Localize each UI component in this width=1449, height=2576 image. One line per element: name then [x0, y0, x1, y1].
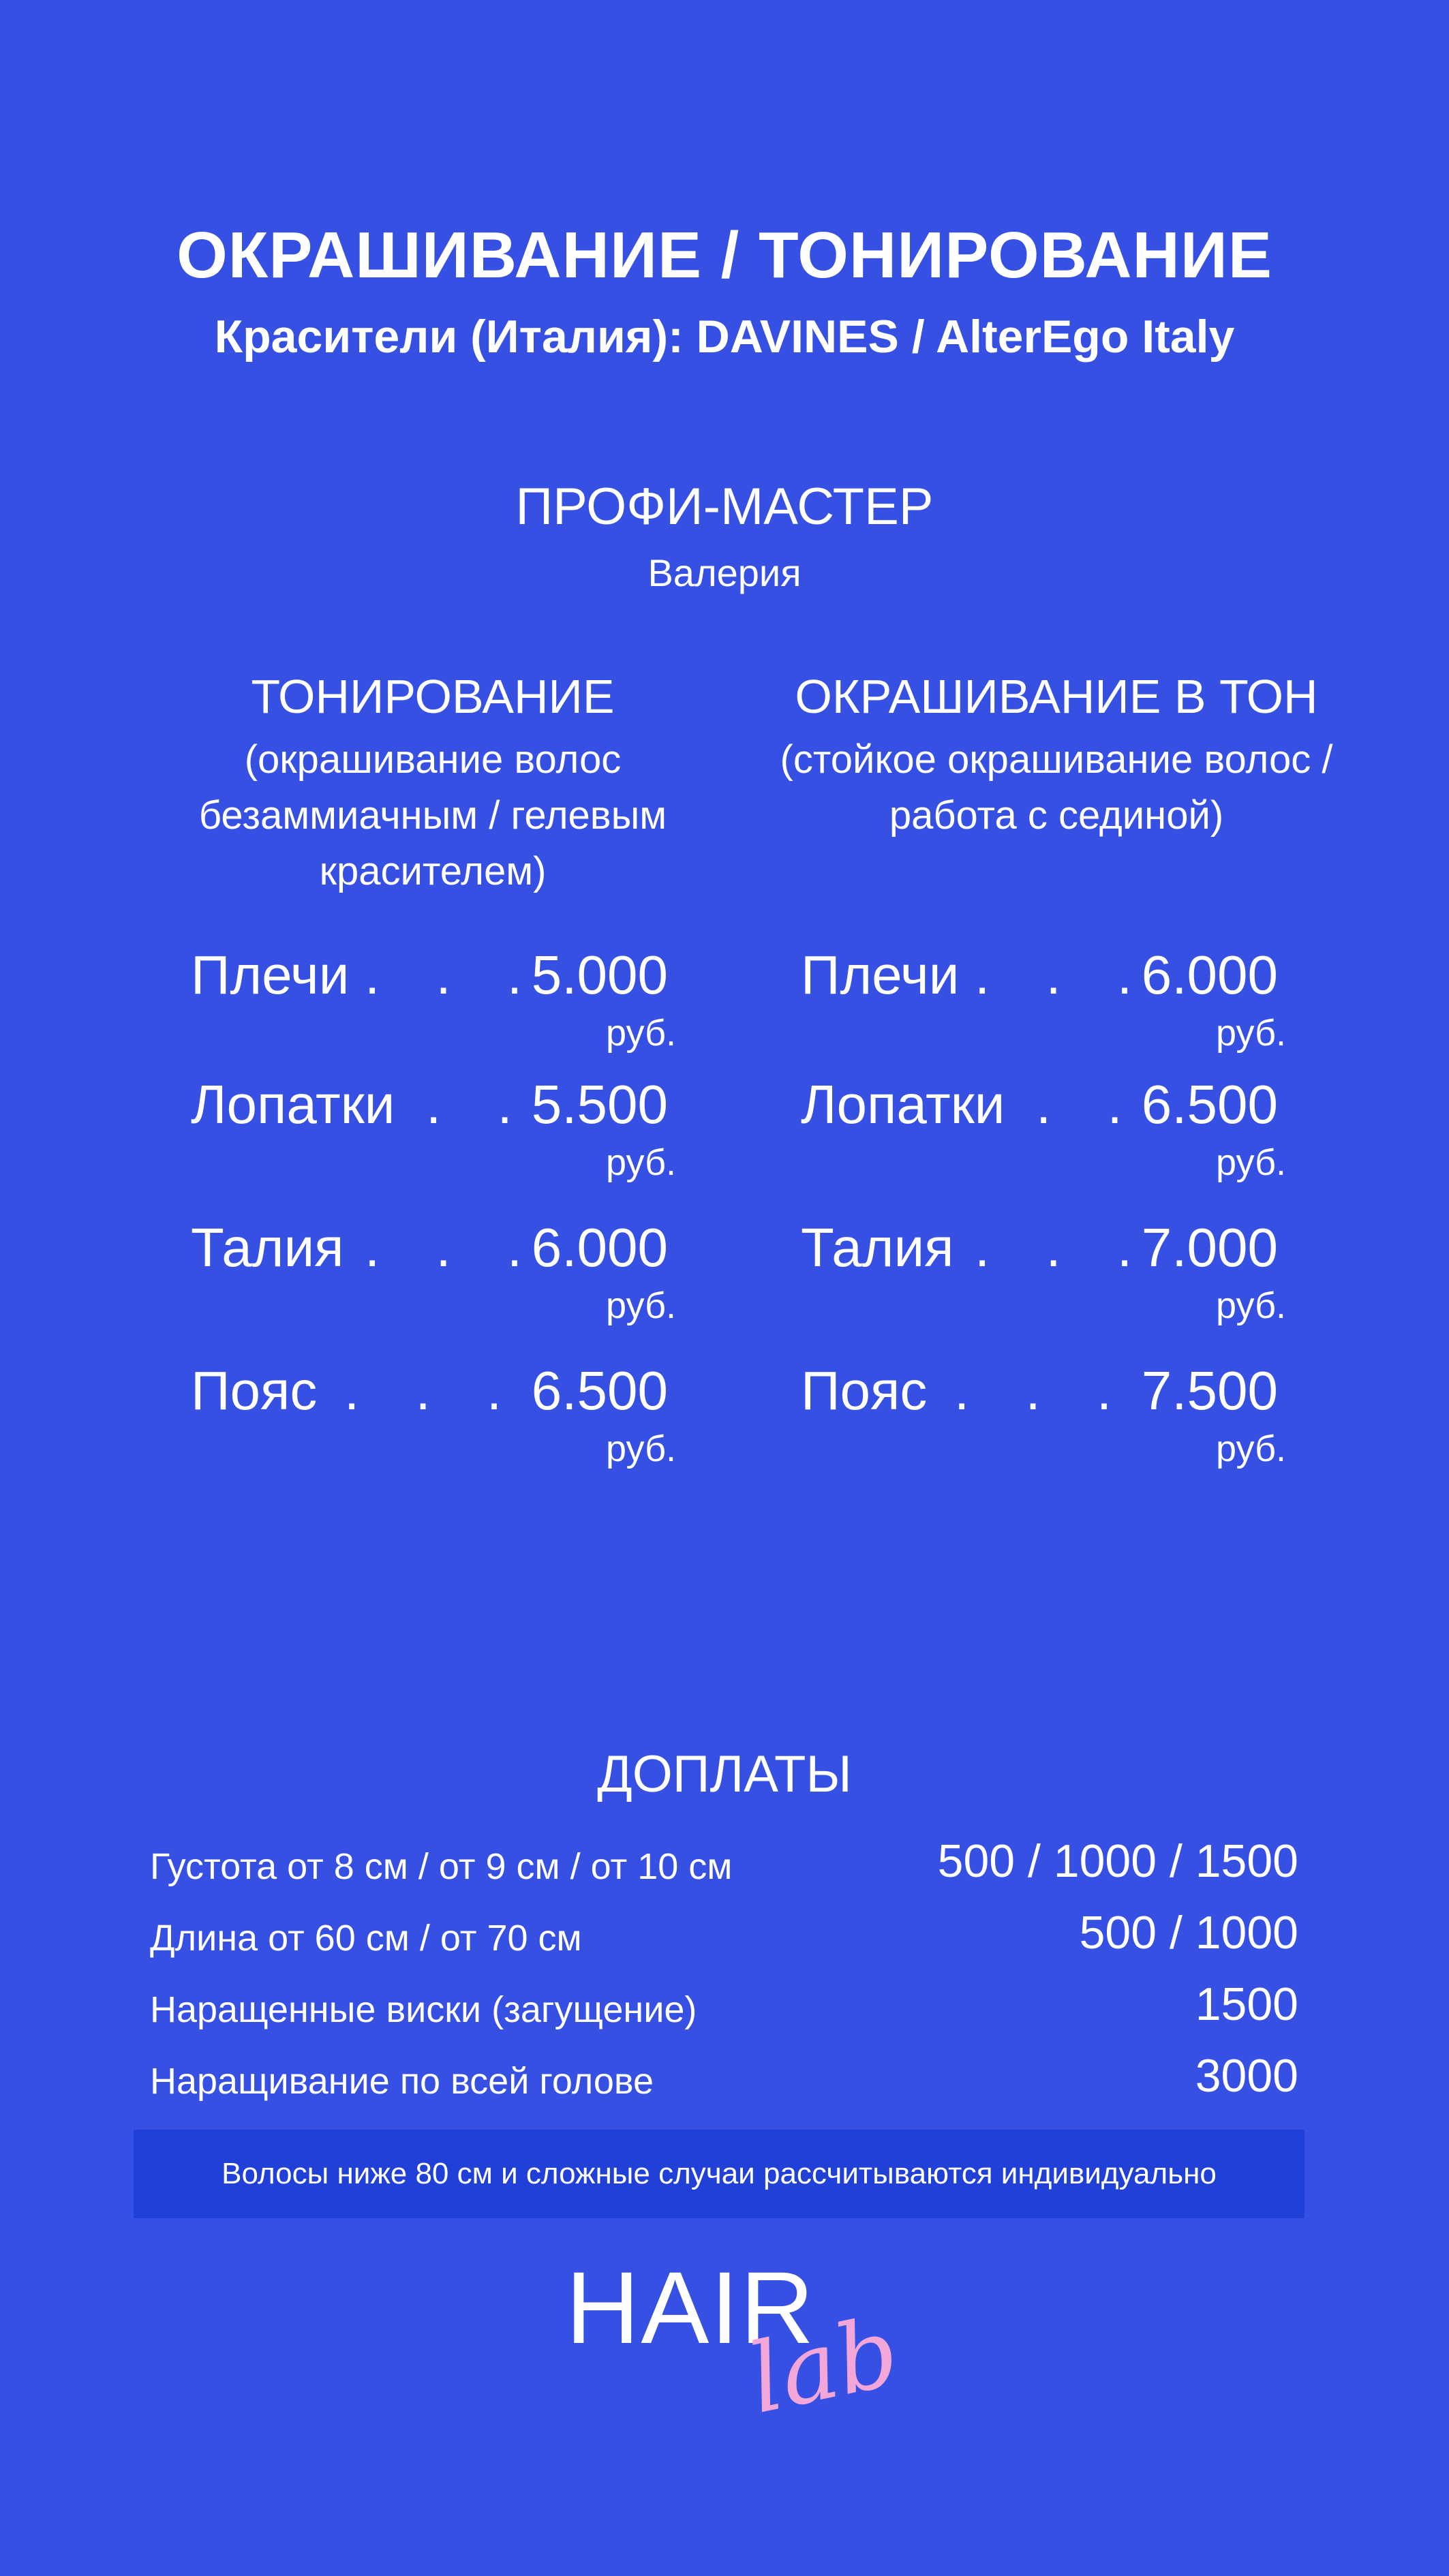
price-item-name: Лопатки — [801, 1074, 1005, 1135]
extra-value: 500 / 1000 — [1079, 1907, 1298, 1959]
price-row — [191, 1073, 676, 1183]
price-unit: руб. — [1216, 1142, 1286, 1183]
dot-leader: . . . — [365, 1217, 543, 1278]
note-banner: Волосы ниже 80 см и сложные случаи рассчитываются индивидуально — [134, 2130, 1305, 2218]
coloring-price-list — [801, 944, 1286, 1469]
extra-label: Наращенные виски (загущение) — [150, 1989, 697, 2030]
price-row — [801, 944, 1286, 1054]
price-unit: руб. — [1216, 1013, 1286, 1054]
price-item-value: 7.000 — [1141, 1217, 1278, 1278]
coloring-column — [750, 668, 1363, 900]
price-item-value: 7.500 — [1141, 1360, 1278, 1421]
extra-value: 500 / 1000 / 1500 — [937, 1835, 1298, 1887]
master-name: Валерия — [647, 551, 802, 594]
dot-leader: . . . — [344, 1360, 523, 1421]
price-row — [191, 1216, 676, 1326]
brand-logo — [566, 2249, 909, 2436]
extra-label: Длина от 60 см / от 70 см — [150, 1918, 582, 1959]
toning-heading: ТОНИРОВАНИЕ — [251, 670, 615, 723]
extra-label: Густота от 8 см / от 9 см / от 10 см — [150, 1846, 733, 1887]
dot-leader: . . . — [975, 1217, 1153, 1278]
price-unit: руб. — [606, 1013, 676, 1054]
extra-row — [150, 2041, 1298, 2102]
extra-row — [150, 1898, 1298, 1959]
price-item-value: 6.000 — [1141, 945, 1278, 1005]
price-item-name: Плечи — [801, 945, 960, 1005]
price-unit: руб. — [1216, 1428, 1286, 1469]
price-item-name: Талия — [801, 1217, 954, 1278]
extra-value: 1500 — [1195, 1978, 1298, 2030]
price-row — [801, 1073, 1286, 1183]
dot-leader: . . . — [975, 945, 1153, 1005]
coloring-description: (стойкое окрашивание волос / работа с сединой) — [780, 737, 1333, 838]
page-subtitle: Красители (Италия): DAVINES / AlterEgo Italy — [214, 311, 1235, 363]
dot-leader: . . — [426, 1074, 533, 1135]
price-item-value: 6.500 — [1141, 1074, 1278, 1135]
price-unit: руб. — [1216, 1285, 1286, 1326]
price-unit: руб. — [606, 1285, 676, 1326]
dot-leader: . . . — [954, 1360, 1133, 1421]
extra-value: 3000 — [1195, 2050, 1298, 2102]
price-row — [191, 944, 676, 1054]
master-level-title: ПРОФИ-МАСТЕР — [515, 478, 934, 536]
toning-price-list — [191, 944, 676, 1469]
price-unit: руб. — [606, 1428, 676, 1469]
extras-title: ДОПЛАТЫ — [597, 1745, 852, 1803]
price-item-name: Лопатки — [191, 1074, 395, 1135]
extra-row — [150, 1826, 1298, 1888]
extra-row — [150, 1969, 1298, 2031]
extra-label: Наращивание по всей голове — [150, 2061, 654, 2102]
dot-leader: . . . — [365, 945, 543, 1005]
logo-wordmark: HAIR — [566, 2250, 816, 2365]
price-unit: руб. — [606, 1142, 676, 1183]
price-item-name: Талия — [191, 1217, 344, 1278]
price-item-name: Пояс — [191, 1360, 318, 1421]
toning-column — [126, 668, 739, 900]
price-item-value: 6.000 — [531, 1217, 668, 1278]
price-item-value: 5.500 — [531, 1074, 668, 1135]
price-row — [801, 1360, 1286, 1469]
price-item-value: 6.500 — [531, 1360, 668, 1421]
price-row — [191, 1360, 676, 1469]
toning-description: (окрашивание волос безаммиачным / гелевым красителем) — [198, 737, 667, 893]
dot-leader: . . — [1036, 1074, 1143, 1135]
price-item-value: 5.000 — [531, 945, 668, 1005]
logo-script: lab — [739, 2296, 909, 2436]
price-item-name: Плечи — [191, 945, 350, 1005]
coloring-heading: ОКРАШИВАНИЕ В ТОН — [795, 670, 1318, 723]
price-row — [801, 1216, 1286, 1326]
page-title: ОКРАШИВАНИЕ / ТОНИРОВАНИЕ — [177, 219, 1272, 292]
price-item-name: Пояс — [801, 1360, 928, 1421]
